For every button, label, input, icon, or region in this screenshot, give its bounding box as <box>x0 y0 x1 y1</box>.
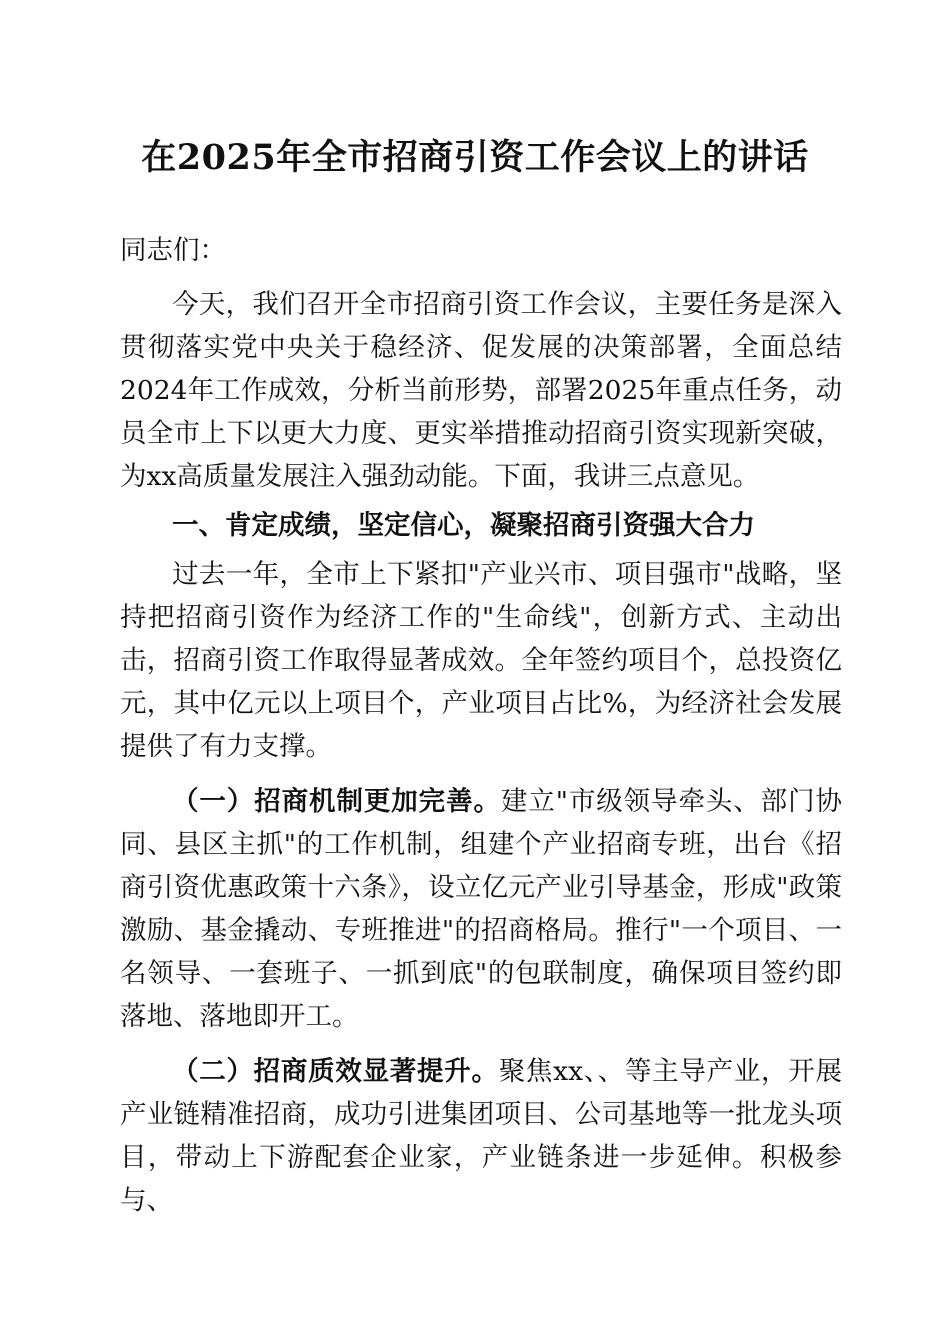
salutation: 同志们： <box>120 235 226 266</box>
subsection-2-text: 聚焦xx、、等主导产业，开展产业链精准招商，成功引进集团项目、公司基地等一批龙头项目，带动上下游配套企业家，产业链条进一步延伸。积极参与、 <box>120 1056 843 1216</box>
subsection-1-text: 建立"市级领导牵头、部门协同、县区主抓"的工作机制，组建个产业招商专班，出台《招商引资优惠政策十六条》，设立亿元产业引导基金，形成"政策激励、基金撬动、专班推进"的招商格局。推行"一个项目、一名领导、一套班子、一抓到底"的包联制度，确保项目签约即落地、落地即开工。 <box>120 786 842 1032</box>
subsection-1-lead: （一）招商机制更加完善。 <box>172 786 501 817</box>
subsection-1 <box>120 780 842 1038</box>
document-body <box>120 229 842 1222</box>
intro-paragraph: 今天，我们召开全市招商引资工作会议，主要任务是深入贯彻落实党中央关于稳经济、促发展的决策部署，全面总结2024年工作成效，分析当前形势，部署2025年重点任务，动员全市上下以更大力度、更实举措推动招商引资实现新突破，为xx高质量发展注入强劲动能。下面，我讲三点意见。 <box>120 289 842 492</box>
subsection-2-lead: （二）招商质效显著提升。 <box>172 1056 499 1087</box>
section-heading-1: 一、肯定成绩，坚定信心，凝聚招商引资强大合力 <box>172 510 755 541</box>
subsection-2 <box>120 1050 842 1222</box>
section-1-paragraph: 过去一年，全市上下紧扣"产业兴市、项目强市"战略，坚持把招商引资作为经济工作的"生命线"，创新方式、主动出击，招商引资工作取得显著成效。全年签约项目个，总投资亿元，其中亿元以上项目个，产业项目占比%，为经济社会发展提供了有力支撑。 <box>120 559 842 762</box>
document-title: 在2025年全市招商引资工作会议上的讲话 <box>141 137 809 178</box>
